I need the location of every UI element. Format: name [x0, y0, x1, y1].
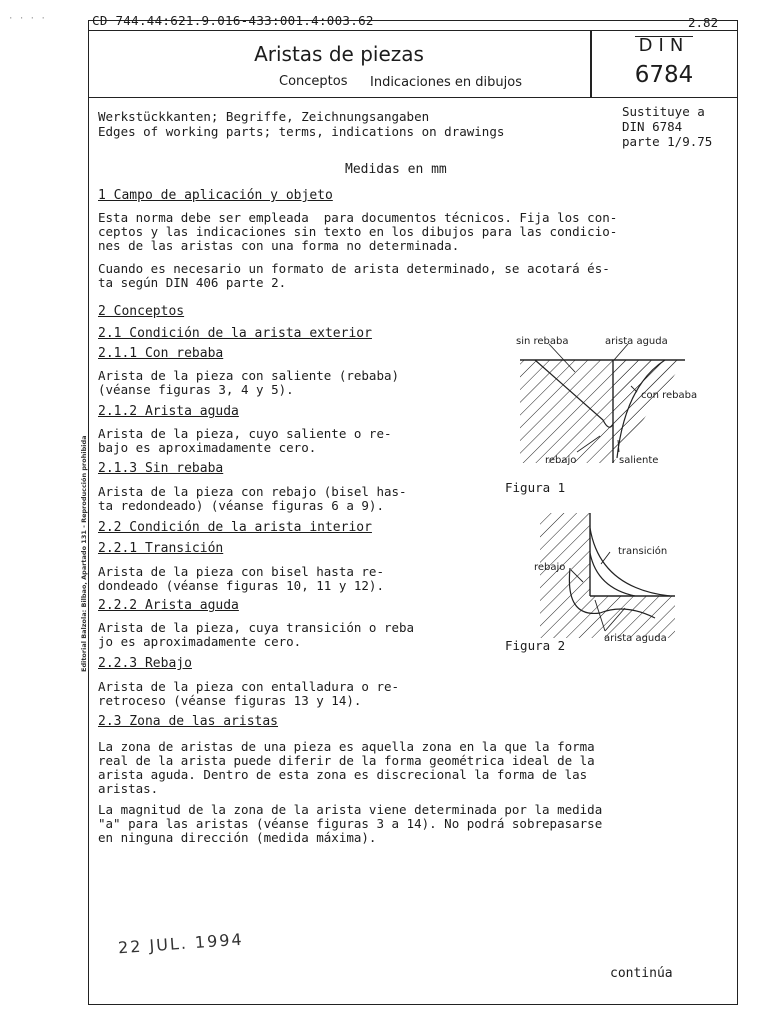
- figure-1-caption: Figura 1: [505, 480, 566, 495]
- section-2-heading: 2 Conceptos: [98, 304, 185, 319]
- publisher-side-note: Editorial Balzola: Bilbao, Apartado 131 - Reproducción prohibida: [80, 435, 88, 672]
- section-2-1-2-heading: 2.1.2 Arista aguda: [98, 404, 239, 419]
- section-2-2-2-text: Arista de la pieza, cuya transición o reba jo es aproximadamente cero.: [98, 620, 415, 649]
- section-2-3-paragraph-1: La zona de aristas de una pieza es aquella zona en la que la forma real de la arista puede diferir de la forma geométrica ideal de la arista aguda. Dentro de esta zona es discrecional la forma de las aristas.: [98, 739, 595, 796]
- section-2-3-heading: 2.3 Zona de las aristas: [98, 714, 279, 729]
- units-note: Medidas en mm: [345, 162, 447, 177]
- din-number: 6784: [634, 62, 694, 88]
- figure-1-label-con-rebaba: con rebaba: [641, 390, 698, 401]
- section-2-1-1-heading: 2.1.1 Con rebaba: [98, 346, 224, 361]
- figure-2-label-transicion: transición: [618, 546, 668, 557]
- section-2-2-3-heading: 2.2.3 Rebajo: [98, 656, 192, 671]
- section-2-2-3-text: Arista de la pieza con entalladura o re- retroceso (véanse figuras 13 y 14).: [98, 679, 400, 708]
- figure-1-label-sin-rebaba: sin rebaba: [516, 336, 569, 347]
- figure-1-label-arista-aguda: arista aguda: [605, 336, 668, 347]
- figure-1-label-rebajo: rebajo: [545, 455, 577, 466]
- figure-2-hatched-body: [540, 513, 675, 638]
- german-title: Werkstückkanten; Begriffe, Zeichnungsangaben: [98, 109, 430, 124]
- figure-1-label-saliente: saliente: [619, 455, 659, 466]
- scan-speck: · · · ·: [8, 14, 46, 24]
- cdu-classification: CD 744.44:621.9.016-433:001.4:003.62: [92, 13, 374, 28]
- section-2-1-2-text: Arista de la pieza, cuyo saliente o re- bajo es aproximadamente cero.: [98, 426, 392, 455]
- page-code: 2.82: [688, 15, 719, 30]
- section-2-1-1-text: Arista de la pieza con saliente (rebaba) (véanse figuras 3, 4 y 5).: [98, 368, 400, 397]
- substitutes-line2: DIN 6784: [622, 119, 683, 134]
- section-2-2-2-heading: 2.2.2 Arista aguda: [98, 598, 239, 613]
- section-2-1-3-text: Arista de la pieza con rebajo (bisel has- ta redondeado) (véanse figuras 6 a 9).: [98, 484, 407, 513]
- section-2-1-heading: 2.1 Condición de la arista exterior: [98, 326, 372, 341]
- figure-1-drawing: [505, 328, 735, 468]
- section-2-2-1-text: Arista de la pieza con bisel hasta re- dondeado (véanse figuras 10, 11 y 12).: [98, 564, 384, 593]
- section-2-1-3-heading: 2.1.3 Sin rebaba: [98, 461, 224, 476]
- document-title: Aristas de piezas: [254, 42, 424, 66]
- figure-2-drawing: [505, 508, 735, 646]
- subtitle-indications: Indicaciones en dibujos: [370, 75, 522, 90]
- din-label: DIN: [638, 35, 690, 56]
- section-1-heading: 1 Campo de aplicación y objeto: [98, 188, 333, 203]
- substitutes-line3: parte 1/9.75: [622, 134, 713, 149]
- section-1-paragraph-1: Esta norma debe ser empleada para documentos técnicos. Fija los con- ceptos y las indicaciones sin texto en los dibujos para las condicio- nes de las aristas con una forma no determinada.: [98, 210, 618, 253]
- figure-2-label-rebajo: rebajo: [534, 562, 566, 573]
- continued-note: continúa: [610, 966, 673, 981]
- figure-2-label-arista-aguda: arista aguda: [604, 633, 667, 644]
- received-date-stamp: 22 JUL. 1994: [117, 929, 245, 958]
- section-2-2-heading: 2.2 Condición de la arista interior: [98, 520, 372, 535]
- section-2-3-paragraph-2: La magnitud de la zona de la arista viene determinada por la medida "a" para las aristas (véanse figuras 3 a 14). No podrá sobrepasarse en ninguna dirección (medida máxima).: [98, 802, 603, 845]
- figure-2-leader-transicion: [601, 552, 610, 564]
- figure-2-caption: Figura 2: [505, 638, 566, 653]
- substitutes-line1: Sustituye a: [622, 104, 705, 119]
- section-2-2-1-heading: 2.2.1 Transición: [98, 541, 224, 556]
- subtitle-concepts: Conceptos: [279, 74, 348, 89]
- section-1-paragraph-2: Cuando es necesario un formato de arista determinado, se acotará és- ta según DIN 406 parte 2.: [98, 261, 610, 290]
- figure-1-hatched-wedge: [613, 360, 685, 463]
- english-title: Edges of working parts; terms, indications on drawings: [98, 124, 505, 139]
